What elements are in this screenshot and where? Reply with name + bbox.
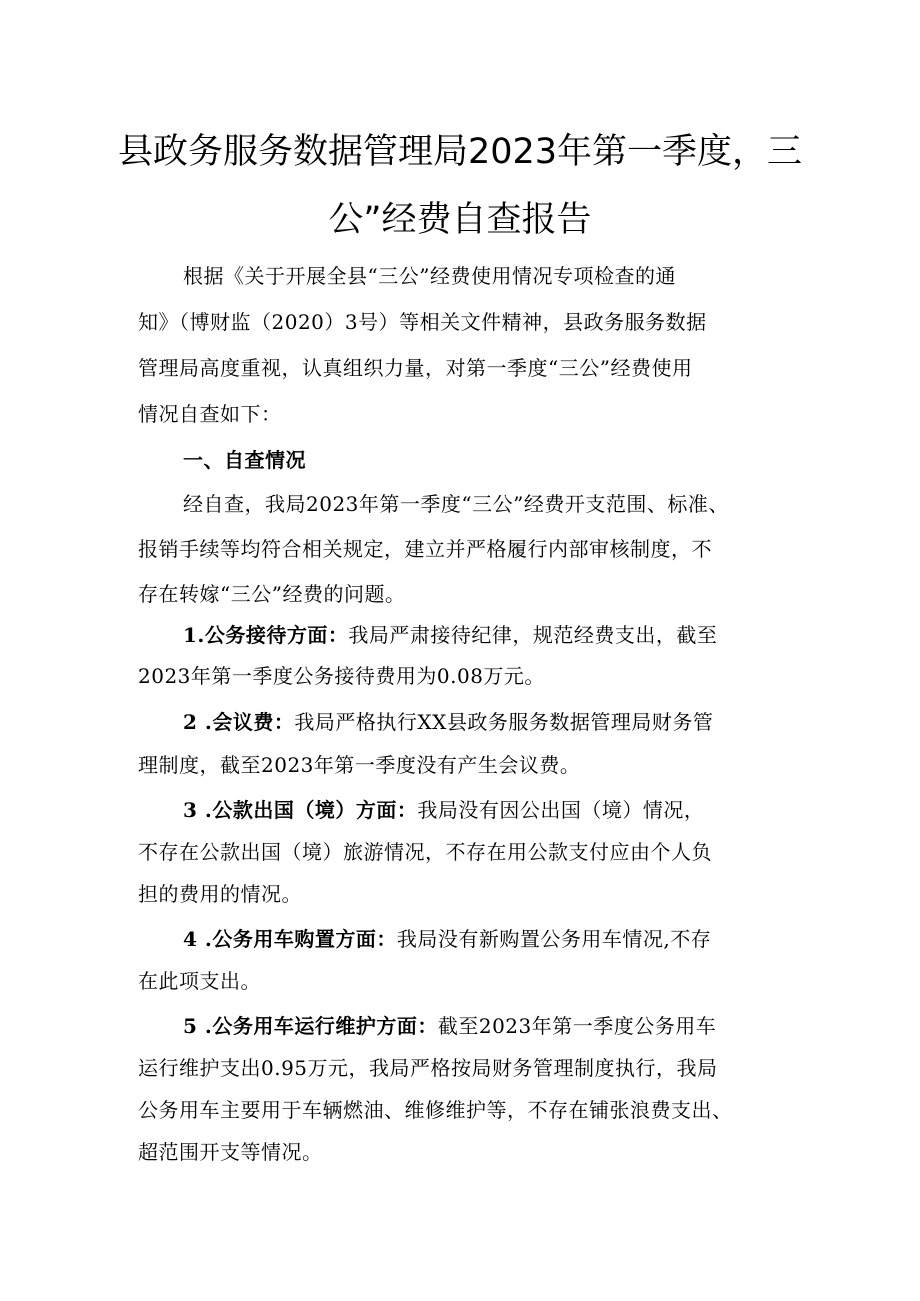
item-label: 4 .公务用车购置方面： (183, 927, 397, 951)
item-label: 1.公务接待方面： (183, 623, 349, 647)
item-first-line (183, 708, 713, 736)
item-line: 运行维护支出0.95万元，我局严格按局财务管理制度执行，我局 (138, 1056, 718, 1080)
item-first-line (183, 925, 711, 953)
item-text: 我局严肃接待纪律，规范经费支出，截至 (348, 623, 718, 647)
item-label: 2 .会议费： (183, 710, 295, 734)
item-text: 我局没有因公出国（境）情况， (417, 798, 705, 822)
item-first-line (183, 621, 717, 649)
section-line: 报销手续等均符合相关规定，建立并严格履行内部审核制度，不 (138, 537, 712, 561)
item-label: 5 .公务用车运行维护方面： (183, 1014, 438, 1038)
section-line: 存在转嫁“三公”经费的问题。 (138, 582, 406, 606)
item-line: 超范围开支等情况。 (138, 1140, 323, 1164)
item-line: 公务用车主要用于车辆燃油、维修维护等，不存在铺张浪费支出、 (138, 1098, 733, 1122)
item-first-line (183, 796, 704, 824)
item-first-line (183, 1012, 716, 1040)
item-line: 担的费用的情况。 (138, 882, 302, 906)
intro-line: 根据《关于开展全县“三公”经费使用情况专项检查的通 (183, 264, 676, 288)
section-heading: 一、自查情况 (183, 448, 306, 472)
item-text: 我局没有新购置公务用车情况,不存 (396, 927, 712, 951)
intro-line: 管理局高度重视，认真组织力量，对第一季度“三公”经费使用 (138, 356, 693, 380)
item-label: 3 .公款出国（境）方面： (183, 798, 418, 822)
intro-line: 知》（博财监（2020）3号）等相关文件精神，县政务服务数据 (138, 310, 707, 334)
item-text: 截至2023年第一季度公务用车 (437, 1014, 717, 1038)
item-line: 理制度，截至2023年第一季度没有产生会议费。 (138, 753, 581, 777)
item-line: 2023年第一季度公务接待费用为0.08万元。 (138, 664, 545, 688)
item-text: 我局严格执行XX县政务服务数据管理局财务管 (294, 710, 714, 734)
item-line: 不存在公款出国（境）旅游情况，不存在用公款支付应由个人负 (138, 840, 712, 864)
item-line: 在此项支出。 (138, 969, 261, 993)
intro-line: 情况自查如下： (138, 402, 282, 426)
section-line: 经自查，我局2023年第一季度“三公”经费开支范围、标准、 (183, 492, 729, 516)
document-title-line-2: 公”经费自查报告 (328, 200, 592, 240)
document-title-line-1: 县政务服务数据管理局2023年第一季度，三 (117, 132, 803, 172)
